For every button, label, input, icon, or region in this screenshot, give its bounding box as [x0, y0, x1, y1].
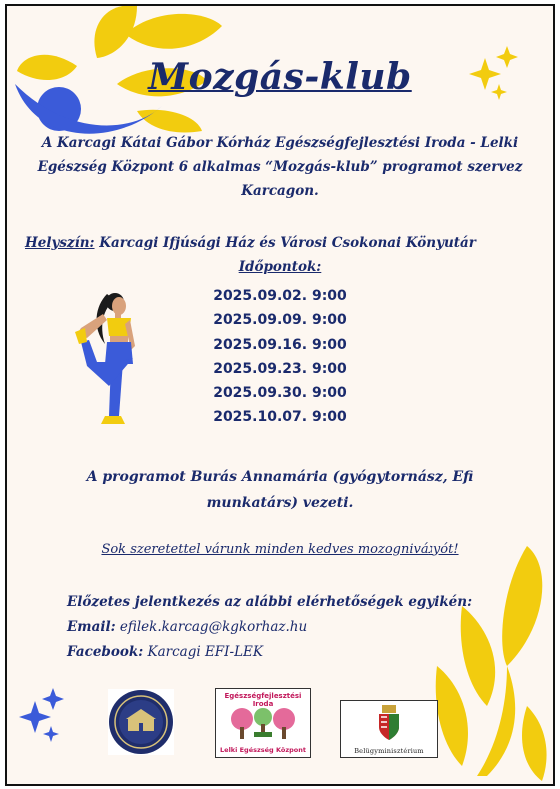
venue-line [17, 235, 553, 251]
ministry-logo [340, 700, 438, 758]
welcome-text: Sok szeretettel várunk minden kedves mozogniváגyót! [101, 542, 459, 557]
date-list [7, 284, 553, 430]
date-item: 2025.10.07. 9:00 [213, 409, 347, 426]
efi-logo-top-text: Egészségfejlesztési Iroda [224, 692, 302, 708]
ministry-name: Belügyminisztérium [354, 747, 424, 755]
hospital-seal-logo [108, 689, 174, 755]
contact-intro: Előzetes jelentkezés az alábbi elérhetőségek egyikén: [67, 594, 473, 610]
date-item: 2025.09.23. 9:00 [213, 360, 347, 377]
leader-text: A programot Burás Annamária (gyógytornász, Efi munkatárs) vezeti. [86, 469, 474, 511]
coat-of-arms-icon [377, 705, 401, 741]
tree-icon [228, 705, 298, 741]
poster-title: Mozgás-klub [148, 56, 412, 98]
facebook-value: Karcagi EFI-LEK [147, 644, 263, 660]
venue-label: Helyszín: [25, 235, 95, 251]
date-item: 2025.09.30. 9:00 [213, 385, 347, 402]
facebook-line [67, 640, 472, 665]
date-item: 2025.09.16. 9:00 [213, 336, 347, 353]
efi-lek-logo [215, 688, 311, 758]
facebook-label: Facebook: [67, 644, 144, 660]
intro-text: A Karcagi Kátai Gábor Kórház Egészségfejlesztési Iroda - Lelki Egészség Központ 6 alkalmas “Mozgás-klub” programot szervez Karcagon. [37, 135, 523, 199]
email-line [67, 615, 472, 640]
email-label: Email: [67, 619, 116, 635]
venue-value: Karcagi Ifjúsági Ház és Városi Csokonai Könyutár [99, 235, 476, 251]
date-item: 2025.09.09. 9:00 [213, 312, 347, 329]
contact-block [67, 590, 472, 665]
hospital-seal-icon [108, 689, 174, 755]
sparkle-decoration-bottom-left [19, 688, 64, 742]
efi-logo-bottom-text: Lelki Egészség Központ [220, 746, 306, 754]
email-value: efilek.karcag@kgkorhaz.hu [119, 619, 308, 635]
times-label: Időpontok: [238, 259, 322, 275]
date-item: 2025.09.02. 9:00 [213, 288, 347, 304]
poster [5, 4, 555, 786]
